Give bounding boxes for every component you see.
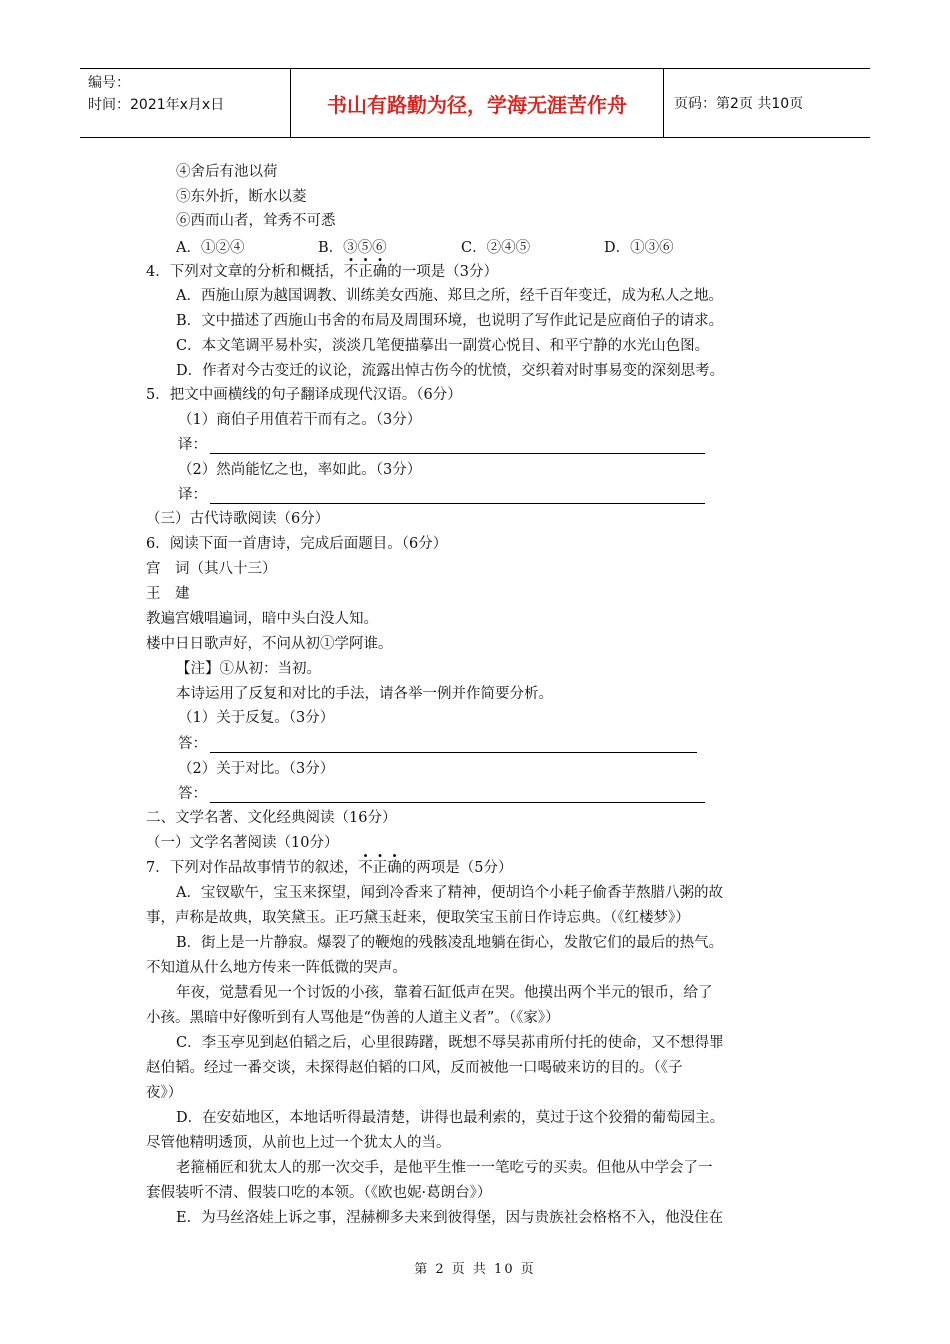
answer-label: 译： — [178, 437, 207, 453]
answer-label: 译： — [178, 487, 207, 503]
text-line: A．宝钗歇午，宝玉来探望，闻到冷香来了精神，便胡诌个小耗子偷香芋熬腊八粥的故 — [176, 885, 723, 901]
text-line: 5．把文中画横线的句子翻译成现代汉语。（6分） — [146, 387, 462, 403]
text-line: D．作者对今古变迁的议论，流露出悼古伤今的忧愤，交织着对时事易变的深刻思考。 — [176, 363, 725, 379]
text-line: C．本文笔调平易朴实，淡淡几笔便描摹出一副赏心悦目、和平宁静的水光山色图。 — [176, 338, 710, 354]
text-line: 年夜，觉慧看见一个讨饭的小孩，靠着石缸低声在哭。他摸出两个半元的银币，给了 — [176, 985, 713, 1001]
question-7 — [146, 858, 512, 878]
question-text: 的两项是（5分） — [401, 860, 513, 876]
section-heading: （一）文学名著阅读（10分） — [146, 835, 339, 851]
text-line: D．在安茹地区，本地话听得最清楚，讲得也最利索的，莫过于这个狡猾的葡萄园主。 — [176, 1110, 725, 1126]
question-text: 7．下列对作品故事情节的叙述， — [146, 860, 359, 876]
page-header — [80, 68, 870, 138]
answer-blank — [210, 752, 697, 753]
header-page-info: 页码：第2页 共10页 — [674, 96, 804, 112]
text-line: 赵伯韬。经过一番交谈，未探得赵伯韬的口风，反而被他一口喝破来访的目的。（《子 — [146, 1060, 683, 1076]
text-line: C．李玉亭见到赵伯韬之后，心里很踌躇，既想不辱吴荪甫所付托的使命，又不想得罪 — [176, 1035, 724, 1051]
answer-blank — [210, 453, 705, 454]
poem-line: 楼中日日歌声好，不问从初①学阿谁。 — [146, 636, 393, 652]
answer-blank — [210, 503, 705, 504]
poem-author: 王 建 — [146, 586, 190, 602]
emphasis-char: 确 — [372, 264, 388, 280]
time-label: 时间：2021年x月x日 — [88, 97, 225, 113]
emphasis-char: 确 — [387, 860, 402, 876]
poem-note: 【注】①从初：当初。 — [176, 661, 321, 677]
text-line: ⑥西而山者，耸秀不可悉 — [176, 213, 336, 229]
text-line: B．街上是一片静寂。爆裂了的鞭炮的残骸凌乱地躺在街心，发散它们的最后的热气。 — [176, 935, 724, 951]
code-label: 编号： — [88, 75, 130, 91]
page-footer: 第 2 页 共 10 页 — [414, 1262, 536, 1277]
text-line: 6．阅读下面一首唐诗，完成后面题目。（6分） — [146, 536, 448, 552]
text-line: B．文中描述了西施山书舍的布局及周围环境，也说明了写作此记是应商伯子的请求。 — [176, 313, 724, 329]
emphasis-char: 不 — [343, 264, 359, 280]
text-line: ⑤东外折，断水以菱 — [176, 189, 307, 205]
text-line: ④舍后有池以荷 — [176, 164, 278, 180]
question-text: 的一项是（3分） — [387, 264, 498, 280]
text-line: 套假装听不清、假装口吃的本领。（《欧也妮·葛朗台》） — [146, 1185, 492, 1201]
poem-title: 宫 词（其八十三） — [146, 561, 277, 577]
option-a: A．①②④ — [176, 240, 245, 256]
text-line: 小孩。黑暗中好像听到有人骂他是“伪善的人道主义者”。（《家》） — [146, 1010, 560, 1026]
text-line: 尽管他精明透顶，从前也上过一个犹太人的当。 — [146, 1135, 451, 1151]
option-d: D．①③⑥ — [604, 240, 674, 256]
question-text: 4．下列对文章的分析和概括， — [146, 264, 344, 280]
text-line: 夜》） — [146, 1085, 183, 1101]
question-4 — [146, 262, 498, 282]
text-line: 老箍桶匠和犹太人的那一次交手，是他平生惟一一笔吃亏的买卖。但他从中学会了一 — [176, 1160, 713, 1176]
text-line: E．为马丝洛娃上诉之事，涅赫柳多夫来到彼得堡，因与贵族社会格格不入，他没住在 — [176, 1210, 724, 1226]
option-c: C．②④⑤ — [461, 240, 531, 256]
emphasis-char: 正 — [372, 860, 388, 876]
poem-line: 教遍宫娥唱遍词，暗中头白没人知。 — [146, 611, 378, 627]
text-line: 事，声称是故典，取笑黛玉。正巧黛玉赶来，便取笑宝玉前日作诗忘典。（《红楼梦》） — [146, 910, 690, 926]
text-line: （1）关于反复。（3分） — [178, 710, 335, 726]
header-motto: 书山有路勤为径，学海无涯苦作舟 — [291, 69, 664, 137]
emphasis-char: 不 — [358, 860, 373, 876]
text-line: （1）商伯子用值若干而有之。（3分） — [178, 412, 422, 428]
answer-label: 答： — [178, 736, 207, 752]
text-line: （2）然尚能忆之也，率如此。（3分） — [178, 462, 422, 478]
section-heading: 二、文学名著、文化经典阅读（16分） — [146, 810, 397, 826]
answer-label: 答： — [178, 786, 207, 802]
option-b: B．③⑤⑥ — [318, 240, 387, 256]
text-line: 不知道从什么地方传来一阵低微的哭声。 — [146, 960, 407, 976]
text-line: 本诗运用了反复和对比的手法，请各举一例并作简要分析。 — [176, 686, 553, 702]
header-meta — [80, 69, 291, 137]
text-line: A．西施山原为越国调教、训练美女西施、郑旦之所，经千百年变迁，成为私人之地。 — [176, 288, 723, 304]
text-line: （2）关于对比。（3分） — [178, 761, 335, 777]
emphasis-char: 正 — [358, 264, 373, 280]
answer-blank — [210, 802, 705, 803]
section-heading: （三）古代诗歌阅读（6分） — [146, 511, 330, 527]
